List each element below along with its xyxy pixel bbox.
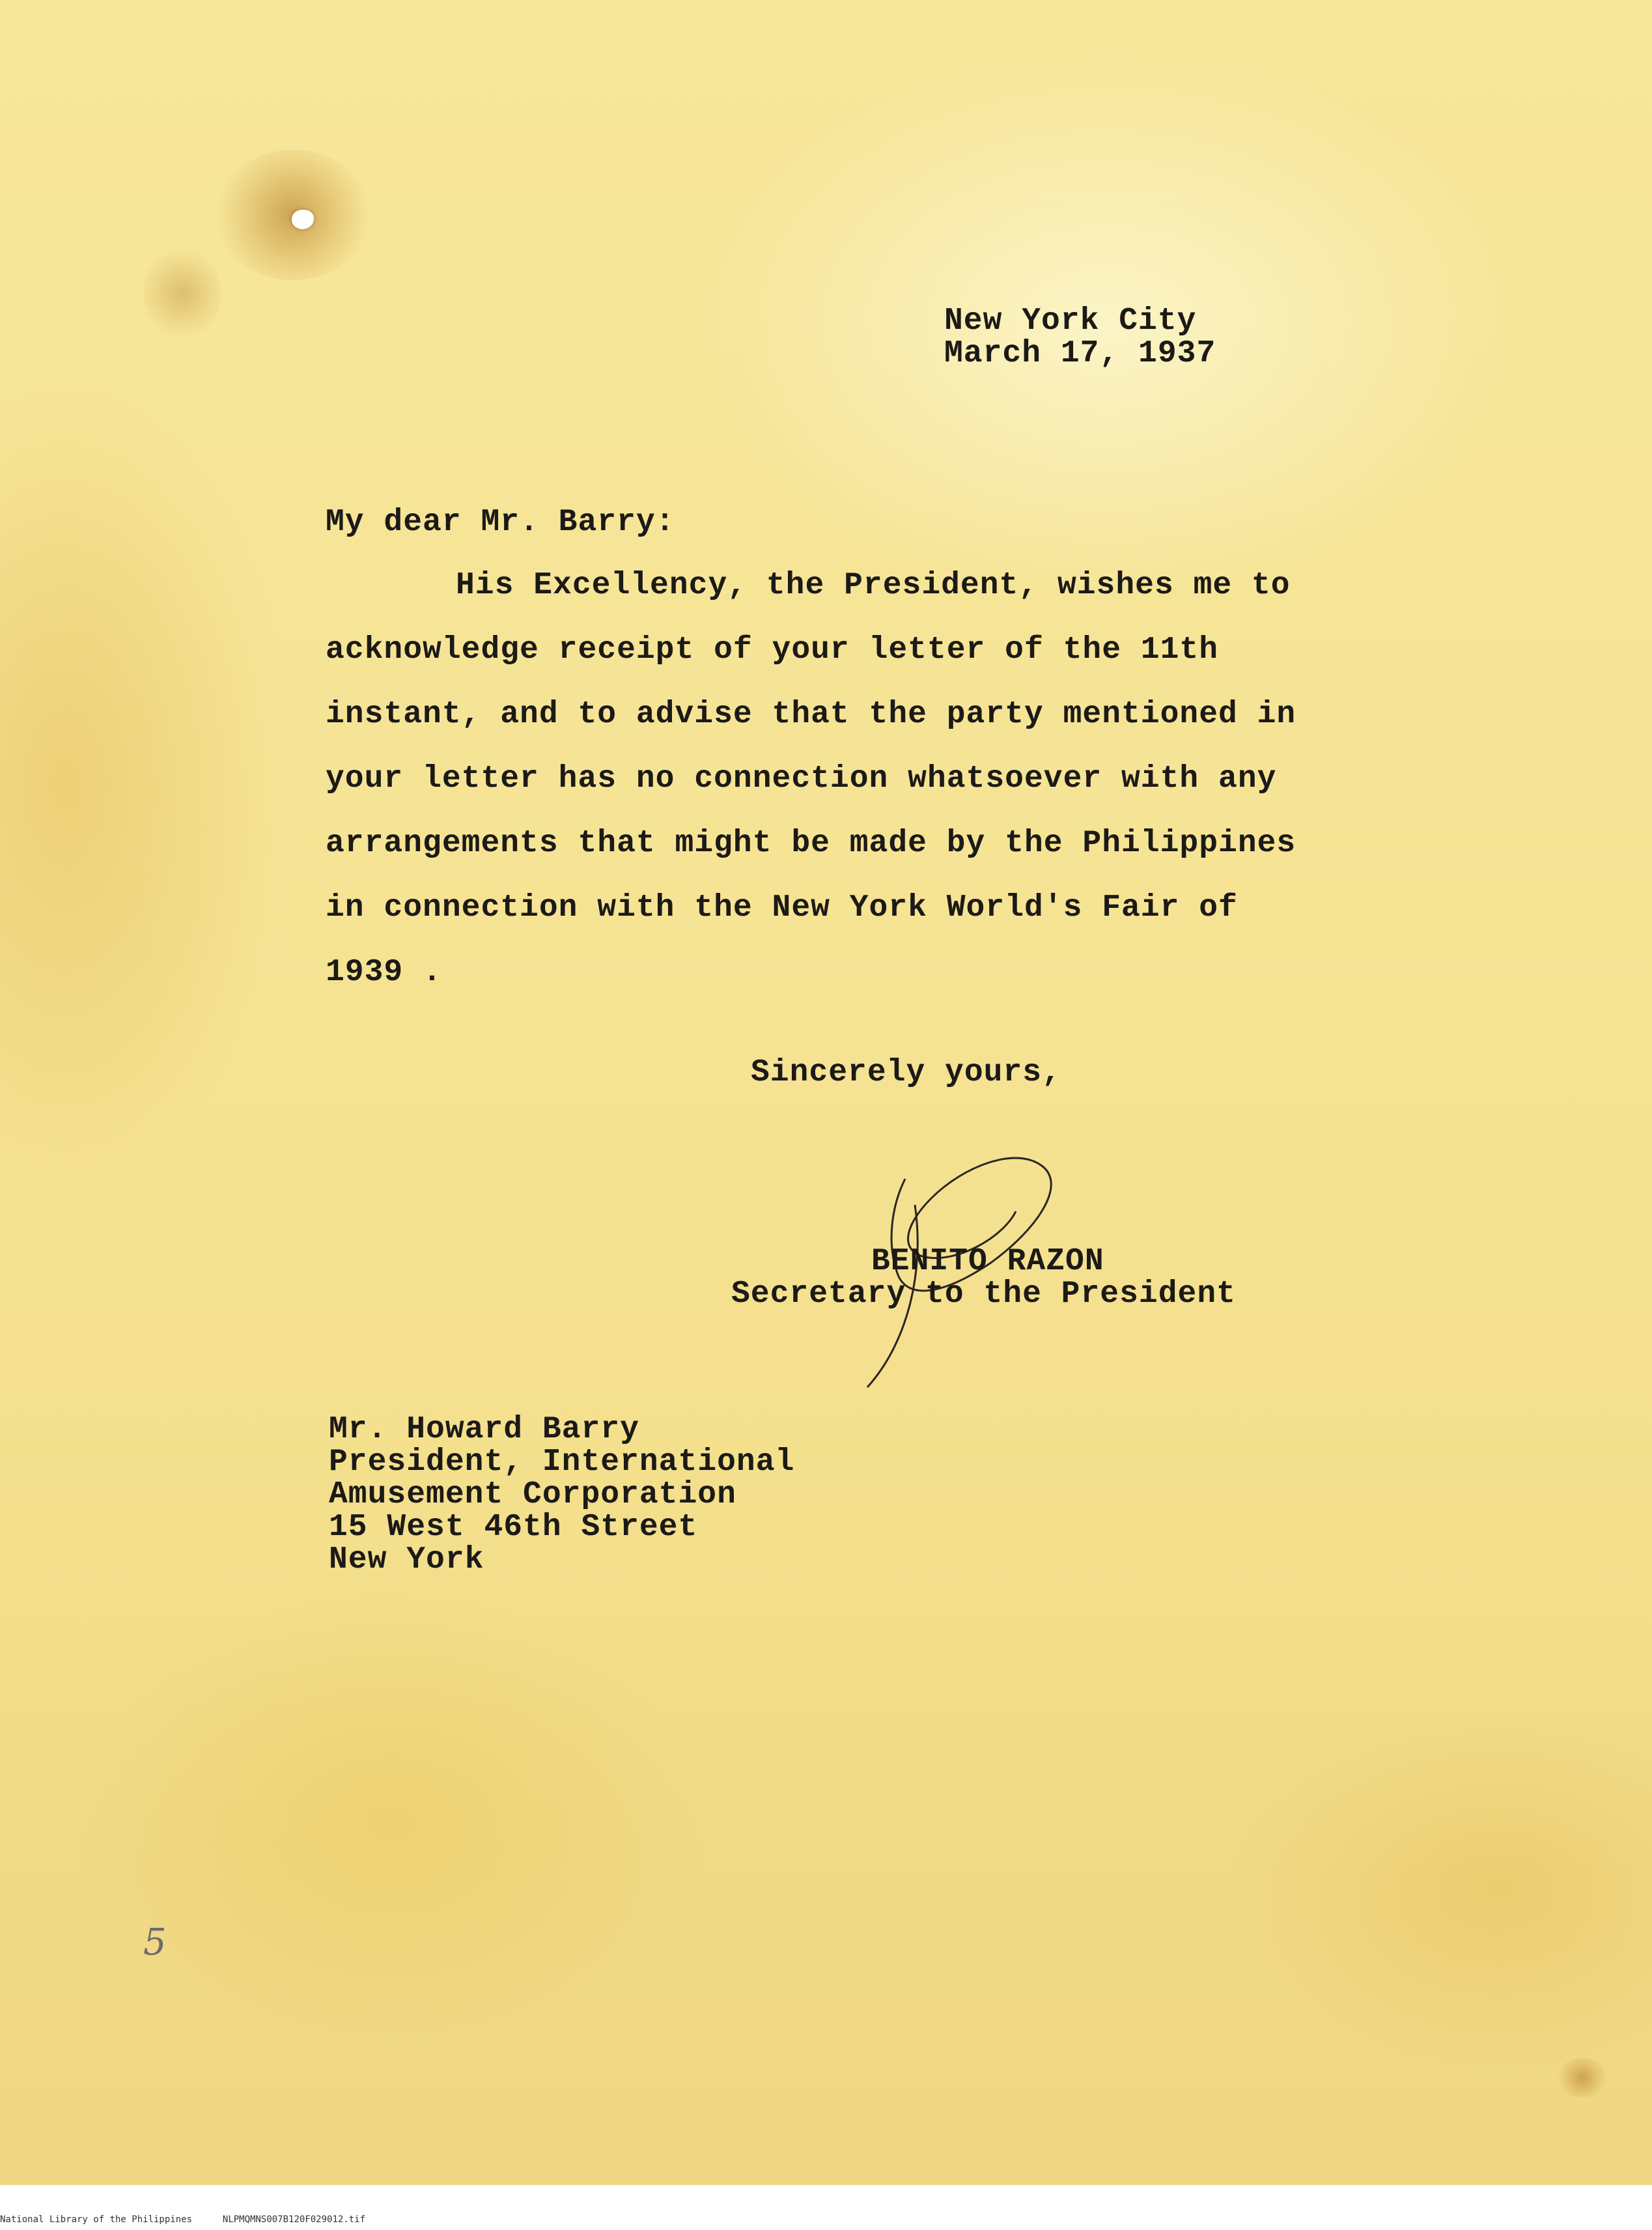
body-line: arrangements that might be made by the Philippines (326, 826, 1296, 861)
recipient-address (329, 1413, 794, 1576)
signer-title: Secretary to the President (731, 1277, 1236, 1312)
signature-block (731, 1245, 1236, 1310)
salutation: My dear Mr. Barry: (326, 505, 675, 540)
letter-body (326, 554, 1341, 1005)
address-line: Mr. Howard Barry (329, 1412, 639, 1447)
body-line: acknowledge receipt of your letter of the 11th (326, 632, 1219, 668)
rust-stain (1556, 2058, 1608, 2097)
address-line: Amusement Corporation (329, 1477, 736, 1512)
date-line: March 17, 1937 (944, 336, 1216, 371)
footer-caption (0, 2214, 365, 2225)
address-line: 15 West 46th Street (329, 1510, 698, 1545)
page-number-mark: 5 (143, 1921, 167, 1964)
file-id: NLPMQMNS007B120F029012.tif (222, 2214, 366, 2225)
signer-name: BENITO RAZON (871, 1244, 1104, 1279)
place-line: New York City (944, 303, 1197, 339)
closing: Sincerely yours, (751, 1055, 1061, 1090)
address-line: New York (329, 1542, 484, 1577)
water-stain (143, 247, 221, 339)
body-line: your letter has no connection whatsoever with any (326, 761, 1277, 797)
library-name: National Library of the Philippines (0, 2214, 193, 2225)
body-line: His Excellency, the President, wishes me to (456, 568, 1291, 603)
address-line: President, International (329, 1445, 795, 1480)
letter-heading (944, 305, 1216, 370)
body-line: in connection with the New York World's Fair of (326, 890, 1238, 925)
body-line: instant, and to advise that the party mentioned in (326, 697, 1296, 732)
body-line: 1939 . (326, 955, 442, 990)
